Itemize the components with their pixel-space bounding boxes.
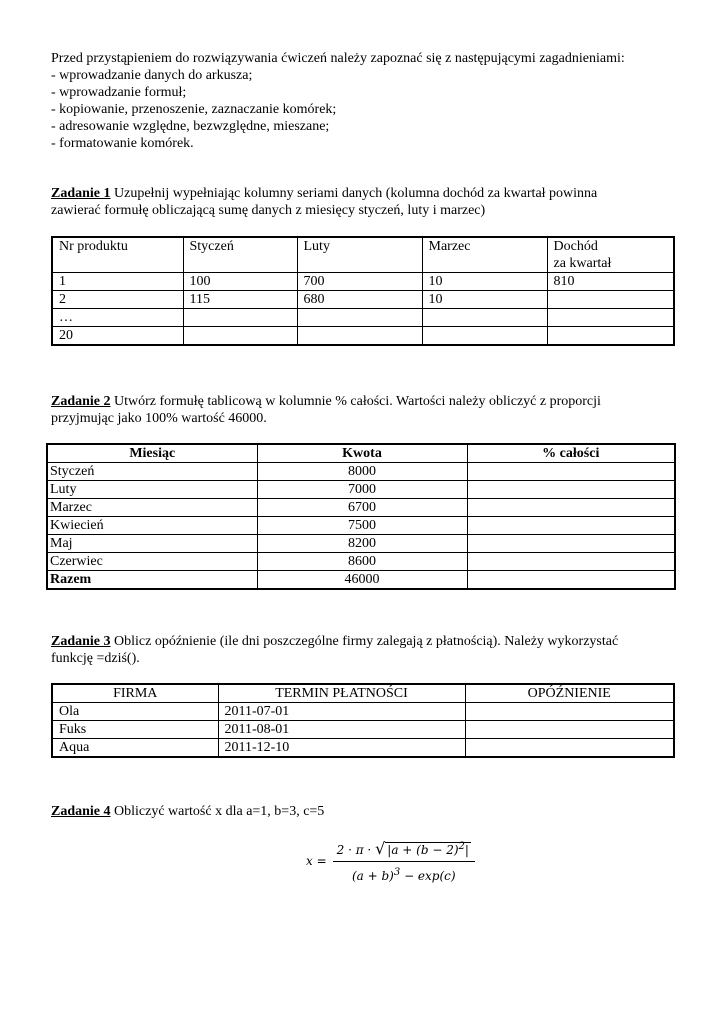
formula-lhs: x =	[306, 854, 327, 868]
table-cell[interactable]	[467, 481, 675, 499]
table-header-row	[52, 684, 674, 703]
task4-text	[51, 803, 691, 820]
intro-lead: Przed przystąpieniem do rozwiązywania ćwiczeń należy zapoznać się z następującymi zagadnieniami:	[51, 51, 625, 66]
table-cell[interactable]: 7500	[257, 517, 467, 535]
task3-label: Zadanie 3	[51, 634, 111, 649]
header-cell: Marzec	[422, 237, 547, 273]
table-cell[interactable]: 115	[183, 291, 297, 309]
radicand: $|a + (b - 2)^2|$	[387, 841, 469, 857]
table-cell[interactable]	[467, 553, 675, 571]
table-row	[52, 327, 674, 346]
table-cell[interactable]: 700	[297, 273, 422, 291]
intro-item: - wprowadzanie danych do arkusza;	[51, 68, 253, 83]
table-row	[47, 535, 675, 553]
table-cell[interactable]: 7000	[257, 481, 467, 499]
table-cell[interactable]	[467, 499, 675, 517]
table-cell[interactable]: Styczeń	[47, 463, 257, 481]
table-cell[interactable]	[547, 291, 674, 309]
table-row	[52, 273, 674, 291]
table-row	[47, 517, 675, 535]
table-cell[interactable]	[547, 327, 674, 346]
task4-label: Zadanie 4	[51, 804, 111, 819]
task3-text	[51, 633, 691, 667]
table-cell[interactable]	[547, 309, 674, 327]
header-cell: OPÓŹNIENIE	[465, 684, 674, 703]
table-cell[interactable]: Czerwiec	[47, 553, 257, 571]
formula-denominator	[333, 862, 475, 888]
table-cell[interactable]	[467, 571, 675, 590]
radicand-exponent: 2	[458, 841, 465, 852]
task3-line2: funkcję =dziś().	[51, 651, 140, 666]
numerator-prefix: 2 · π ·	[336, 843, 372, 857]
table-cell[interactable]: 20	[52, 327, 183, 346]
table-cell[interactable]: 2011-12-10	[218, 739, 465, 758]
table-cell[interactable]: Razem	[47, 571, 257, 590]
header-cell: Luty	[297, 237, 422, 273]
table-cell[interactable]: Luty	[47, 481, 257, 499]
header-cell	[547, 237, 674, 273]
table-cell[interactable]: Aqua	[52, 739, 218, 758]
table-row	[47, 499, 675, 517]
header-cell: Kwota	[257, 444, 467, 463]
table-row	[52, 309, 674, 327]
task2-text	[51, 393, 691, 427]
table-cell[interactable]	[465, 721, 674, 739]
table-row	[52, 739, 674, 758]
table-row	[52, 703, 674, 721]
table-cell[interactable]: Marzec	[47, 499, 257, 517]
table-cell[interactable]	[465, 703, 674, 721]
table-total-row	[47, 571, 675, 590]
table-cell[interactable]: …	[52, 309, 183, 327]
table-row	[52, 721, 674, 739]
intro-item: - adresowanie względne, bezwzględne, mieszane;	[51, 119, 330, 134]
table-cell[interactable]: 8000	[257, 463, 467, 481]
table-cell[interactable]	[297, 309, 422, 327]
radicand-text: a + (b − 2)	[391, 843, 459, 857]
table-cell[interactable]: 1	[52, 273, 183, 291]
table-cell[interactable]	[467, 463, 675, 481]
intro-item: - formatowanie komórek.	[51, 136, 194, 151]
task2-label: Zadanie 2	[51, 394, 111, 409]
table-cell[interactable]	[183, 327, 297, 346]
table-cell[interactable]: 10	[422, 273, 547, 291]
task1-line2: zawierać formułę obliczającą sumę danych z miesięcy styczeń, luty i marzec)	[51, 203, 486, 218]
formula-numerator	[333, 836, 475, 862]
task4-line: Obliczyć wartość x dla a=1, b=3, c=5	[110, 804, 325, 819]
table-cell[interactable]	[422, 309, 547, 327]
table-cell[interactable]: Kwiecień	[47, 517, 257, 535]
formula	[306, 836, 475, 887]
header-cell: FIRMA	[52, 684, 218, 703]
task1-label: Zadanie 1	[51, 186, 111, 201]
table-cell[interactable]: 100	[183, 273, 297, 291]
table-cell[interactable]	[297, 327, 422, 346]
header-text: Dochód	[553, 239, 598, 254]
table-cell[interactable]: 6700	[257, 499, 467, 517]
table-row	[52, 291, 674, 309]
header-cell: Nr produktu	[52, 237, 183, 273]
table-row	[47, 481, 675, 499]
task2-line2: przyjmując jako 100% wartość 46000.	[51, 411, 267, 426]
intro-item: - kopiowanie, przenoszenie, zaznaczanie komórek;	[51, 102, 337, 117]
table-cell[interactable]: 2	[52, 291, 183, 309]
denominator-base: (a + b)	[351, 869, 394, 883]
table-cell[interactable]	[467, 517, 675, 535]
sqrt-icon: √	[375, 839, 386, 858]
denominator-rest: − exp(c)	[400, 869, 456, 883]
task1-line1: Uzupełnij wypełniając kolumny seriami danych (kolumna dochód za kwartał powinna	[110, 186, 598, 201]
task1-text	[51, 185, 691, 219]
header-cell: TERMIN PŁATNOŚCI	[218, 684, 465, 703]
task3-line1: Oblicz opóźnienie (ile dni poszczególne firmy zalegają z płatnością). Należy wykorzystać	[110, 634, 619, 649]
table-cell[interactable]: 2011-07-01	[218, 703, 465, 721]
table-cell[interactable]: 680	[297, 291, 422, 309]
task2-line1: Utwórz formułę tablicową w kolumnie % całości. Wartości należy obliczyć z proporcji	[110, 394, 601, 409]
table-cell[interactable]: 2011-08-01	[218, 721, 465, 739]
table-cell[interactable]: 10	[422, 291, 547, 309]
table-cell[interactable]	[467, 535, 675, 553]
denominator-exponent: 3	[393, 867, 401, 878]
document-page	[50, 50, 681, 883]
table-header-row	[47, 444, 675, 463]
table-cell[interactable]: 8200	[257, 535, 467, 553]
table-cell[interactable]: Ola	[52, 703, 218, 721]
table-row	[47, 463, 675, 481]
table-cell[interactable]	[422, 327, 547, 346]
header-cell: Miesiąc	[47, 444, 257, 463]
header-cell: Styczeń	[183, 237, 297, 273]
table-cell[interactable]: Fuks	[52, 721, 218, 739]
task2-table	[46, 443, 676, 590]
intro-item: - wprowadzanie formuł;	[51, 85, 187, 100]
table-row	[47, 553, 675, 571]
header-text: za kwartał	[553, 256, 612, 271]
table-cell[interactable]: 46000	[257, 571, 467, 590]
table-cell[interactable]: 810	[547, 273, 674, 291]
table-cell[interactable]	[183, 309, 297, 327]
task1-table	[51, 236, 675, 346]
table-cell[interactable]	[465, 739, 674, 758]
table-cell[interactable]: 8600	[257, 553, 467, 571]
formula-layout	[306, 836, 475, 887]
table-header-row	[52, 237, 674, 273]
table-cell[interactable]: Maj	[47, 535, 257, 553]
task3-table	[51, 683, 675, 758]
header-cell: % całości	[467, 444, 675, 463]
